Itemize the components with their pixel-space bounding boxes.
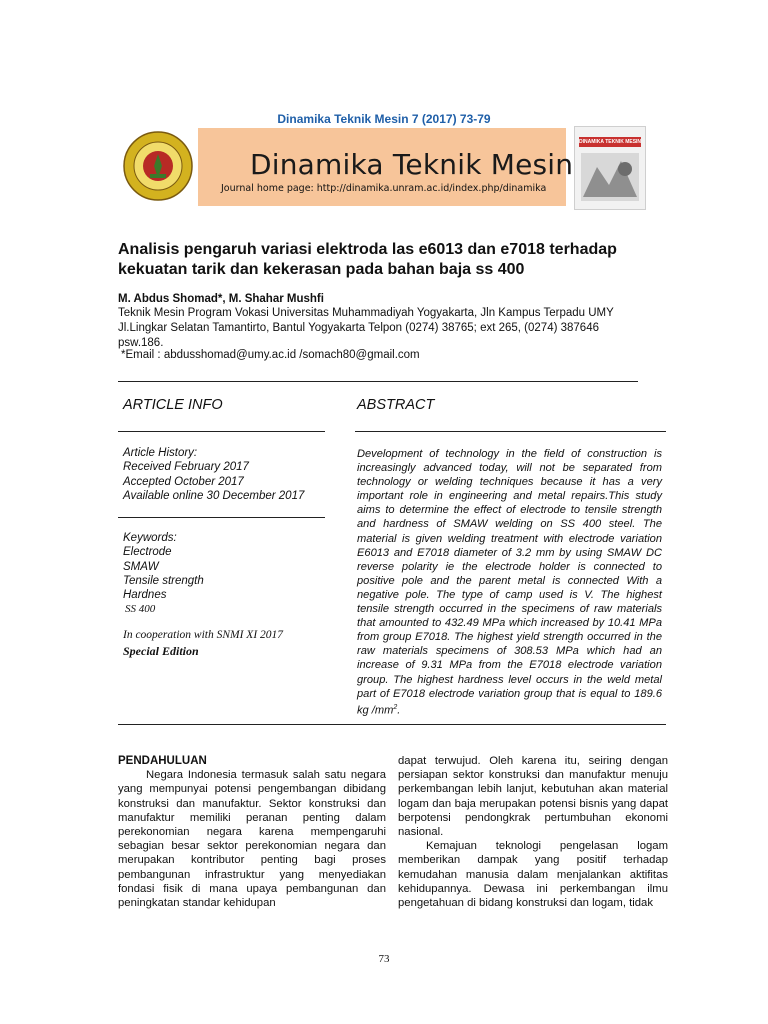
history-online: Available online 30 December 2017: [123, 489, 305, 502]
body-paragraph: dapat terwujud. Oleh karena itu, seiring dengan persiapan sektor konstruksi dan manufaktur menuju perkembangan lebih lanjut, kebutuhan akan material logam dan baja merupakan potensi bisnis yang dapat berpotensi pendongkrak pertumbuhan ekonomi nasional.: [398, 755, 668, 839]
contact-email[interactable]: *Email : abdusshomad@umy.ac.id /somach80@gmail.com: [121, 349, 420, 361]
article-info-heading: ARTICLE INFO: [123, 397, 223, 413]
abstract-superscript: 2: [393, 703, 398, 711]
abstract-text: [357, 447, 662, 717]
affiliation-line: psw.186.: [118, 337, 164, 349]
abstract-body: Development of technology in the field of construction is increasingly advanced today, will not be separated from technology or welding techniques because it has a very important role in engineering and metal repairs.This study aims to determine the effect of electrode to tensile strength and hardness of SMAW welding on SS 400 steel. The material is given welding treatment with electrode variation E6013 and E7018 diameter of 3.2 mm by using SMAW DC reverse polarity ie the electrode holder is connected to positive pole and the parent metal is connected With a negative pole. The type of camp used is V. The highest tensile strength occurred in the specimens of raw materials that amounted to 432.49 MPa which increased by 10.41 MPa from group E7018. The highest yield strength occurred in the raw materials specimens of 308.53 MPa which had an increase of 9.31 MPa from the E7018 electrode variation group. The highest hardness level occurs in the weld metal part of E7018 electrode variation group that is equal to 189.6 kg /mm: [357, 448, 662, 717]
keywords: [123, 531, 204, 617]
keywords-label: Keywords:: [123, 532, 177, 544]
affiliation-line: Teknik Mesin Program Vokasi Universitas Muhammadiyah Yogyakarta, Jln Kampus Terpadu UMY: [118, 307, 614, 319]
body-paragraph: Negara Indonesia termasuk salah satu negara yang mempunyai potensi pengembangan dibidang konstruksi dan manufaktur. Sektor konstruksi dan manufaktur memiliki peranan penting dalam perekonomian negara karena mempengaruhi sebagian besar sektor perekonomian negara dan merupakan kontributor penting bagi proses pembangunan infrastruktur yang menyediakan fondasi fisik di mana upaya pembangunan dan peningkatan standar kehidupan: [118, 769, 386, 910]
title-line: kekuatan tarik dan kekerasan pada bahan baja ss 400: [118, 261, 525, 278]
body-right-column: [398, 754, 668, 910]
banner-title: Dinamika Teknik Mesin: [250, 148, 574, 181]
keyword: SMAW: [123, 560, 159, 573]
journal-homepage-link[interactable]: Journal home page: http://dinamika.unram.ac.id/index.php/dinamika: [221, 183, 547, 194]
university-logo: [122, 130, 194, 202]
keyword: Electrode: [123, 546, 172, 559]
affiliation: [118, 306, 658, 351]
special-edition-label: Special Edition: [123, 644, 199, 658]
divider: [118, 517, 325, 518]
history-accepted: Accepted October 2017: [123, 475, 244, 488]
journal-reference: Dinamika Teknik Mesin 7 (2017) 73-79: [277, 112, 491, 126]
divider: [355, 431, 666, 432]
divider: [118, 381, 638, 382]
abstract-end: .: [397, 704, 401, 717]
author-list: M. Abdus Shomad*, M. Shahar Mushfi: [118, 293, 324, 305]
keyword: Tensile strength: [123, 574, 204, 587]
title-line: Analisis pengaruh variasi elektroda las e6013 dan e7018 terhadap: [118, 241, 617, 258]
section-heading: PENDAHULUAN: [118, 755, 207, 767]
cooperation-note: In cooperation with SNMI XI 2017: [123, 629, 284, 641]
cover-title: DINAMIKA TEKNIK MESIN: [579, 139, 641, 145]
journal-cover-image: [574, 126, 646, 210]
body-left-column: [118, 754, 386, 910]
paper-title: [118, 240, 678, 280]
history-label: Article History:: [123, 447, 198, 459]
divider: [118, 431, 325, 432]
history-received: Received February 2017: [123, 461, 249, 474]
article-history: [123, 446, 304, 503]
keyword: Hardnes: [123, 589, 167, 602]
abstract-heading: ABSTRACT: [357, 397, 435, 413]
keyword: SS 400: [125, 603, 156, 616]
page-number: 73: [378, 953, 390, 965]
divider: [118, 724, 666, 725]
affiliation-line: Jl.Lingkar Selatan Tamantirto, Bantul Yogyakarta Telpon (0274) 38765; ext 265, (0274) 387646: [118, 322, 599, 334]
body-paragraph: Kemajuan teknologi pengelasan logam memberikan dampak yang positif terhadap kemudahan manusia dalam menjalankan aktifitas kehidupannya. Dewasa ini perkembangan ilmu pengetahuan di bidang konstruksi dan logam, tidak: [398, 840, 668, 910]
